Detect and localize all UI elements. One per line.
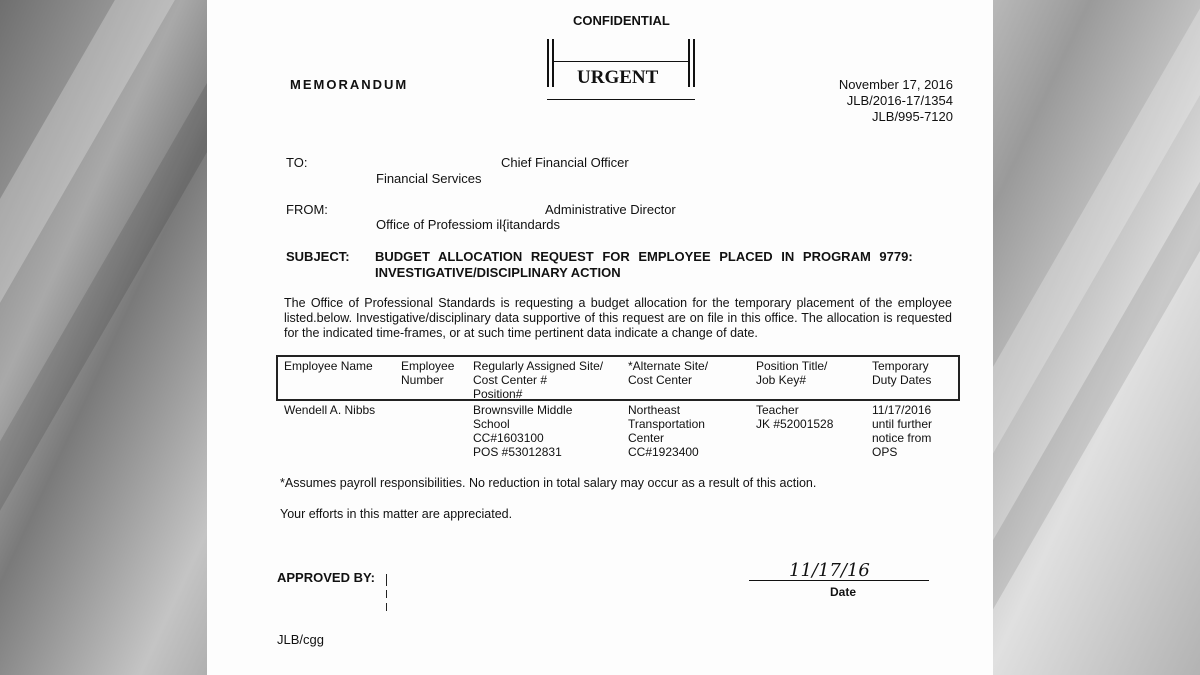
header-position-title: Position Title/ Job Key# <box>756 359 828 387</box>
table-header-box <box>276 355 960 401</box>
header-alternate-site: *Alternate Site/ Cost Center <box>628 359 709 387</box>
from-department: Office of Professiom il{itandards <box>376 217 561 232</box>
header-employee-number: Employee Number <box>401 359 455 387</box>
memorandum-heading: MEMORANDUM <box>290 77 409 92</box>
approval-line-mark <box>386 574 387 586</box>
handwritten-date: 11/17/16 <box>789 560 870 581</box>
subject-label: SUBJECT: <box>286 249 350 264</box>
urgent-stamp-text: URGENT <box>577 67 659 88</box>
typist-initials: JLB/cgg <box>277 632 324 647</box>
cell-position-title: Teacher JK #52001528 <box>756 403 834 431</box>
memo-date: November 17, 2016 <box>838 77 953 92</box>
memo-reference-block <box>839 77 953 125</box>
closing-line: Your efforts in this matter are appreciated. <box>280 507 513 521</box>
date-signature-line <box>749 580 929 581</box>
approval-line-mark <box>386 603 387 611</box>
urgent-stamp <box>547 39 695 101</box>
subject-line-2: INVESTIGATIVE/DISCIPLINARY ACTION <box>375 265 621 280</box>
date-label: Date <box>830 585 857 599</box>
header-duty-dates: Temporary Duty Dates <box>872 359 932 387</box>
from-title: Administrative Director <box>545 202 676 217</box>
header-employee-name: Employee Name <box>284 359 373 373</box>
approval-line-mark <box>386 590 387 598</box>
body-paragraph: The Office of Professional Standards is requesting a budget allocation for the temporary placement of the employee listed.below. Investigative/disciplinary data supportive of this request are on file in this office. The allocation is requested for the indicated time-frames, or at such time pertinent data indicate a change of date. <box>284 296 952 340</box>
from-label: FROM: <box>286 202 328 217</box>
cell-alternate-site: Northeast Transportation Center CC#1923400 <box>628 403 705 459</box>
memo-ref-1: JLB/2016-17/1354 <box>846 93 953 108</box>
subject-line-1: BUDGET ALLOCATION REQUEST FOR EMPLOYEE PLACED IN PROGRAM 9779: <box>375 249 913 264</box>
cell-duty-dates: 11/17/2016 until further notice from OPS <box>872 403 933 459</box>
cell-employee-name: Wendell A. Nibbs <box>284 403 376 417</box>
to-department: Financial Services <box>376 171 482 186</box>
cell-assigned-site: Brownsville Middle School CC#1603100 POS #53012831 <box>473 403 573 459</box>
memo-ref-2: JLB/995-7120 <box>872 109 953 124</box>
to-title: Chief Financial Officer <box>501 155 629 170</box>
confidential-label: CONFIDENTIAL <box>573 13 670 28</box>
approved-by-label: APPROVED BY: <box>277 570 375 585</box>
to-label: TO: <box>286 155 308 170</box>
footnote: *Assumes payroll responsibilities. No reduction in total salary may occur as a result of this action. <box>280 476 817 490</box>
memo-document <box>207 0 993 675</box>
header-assigned-site: Regularly Assigned Site/ Cost Center # Position# <box>473 359 604 401</box>
